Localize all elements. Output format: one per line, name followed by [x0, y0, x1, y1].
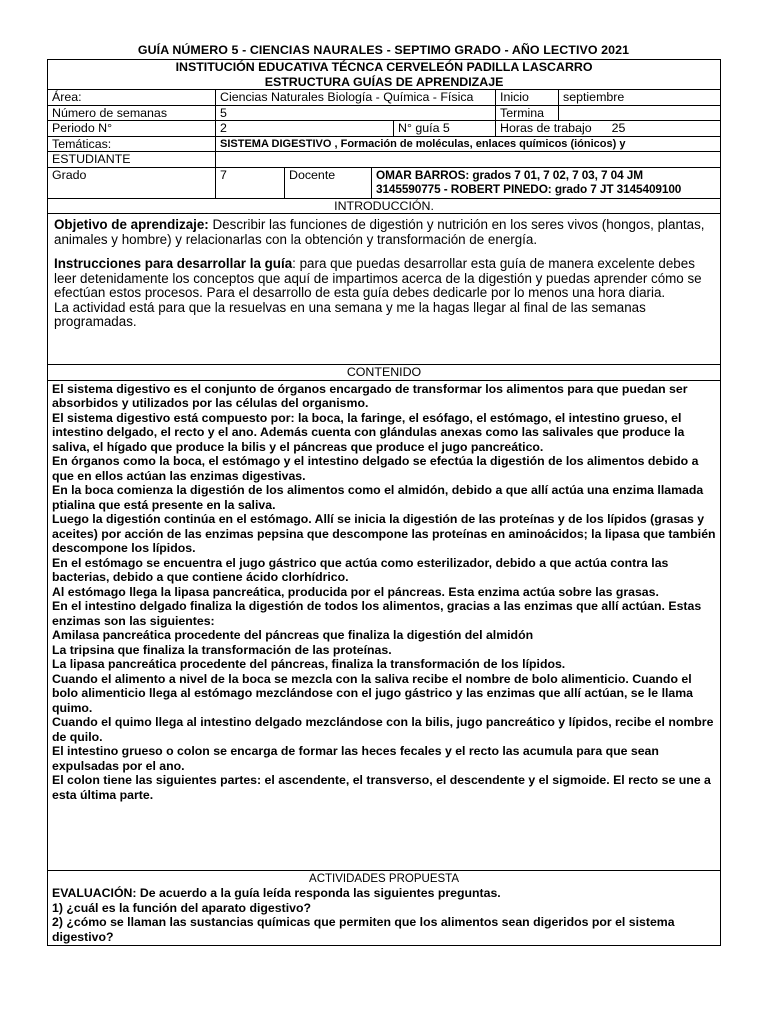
- estudiante-value: [216, 152, 721, 168]
- objetivo-paragraph: [54, 218, 714, 247]
- objetivo-text: Describir las funciones de digestión y nutrición en los seres vivos (hongos, plantas, animales y hombre) y relacionarlas con la obtención y transformación de energía.: [54, 217, 705, 247]
- evaluacion-text: EVALUACIÓN: De acuerdo a la guía leída responda las siguientes preguntas.: [52, 886, 501, 900]
- question-item: 2) ¿cómo se llaman las sustancias químicas que permiten que los alimentos sean digeridos por el sistema digestivo?: [52, 915, 675, 944]
- contenido-paragraph: Luego la digestión continúa en el estómago. Allí se inicia la digestión de las proteínas y de los lípidos (grasas y aceites) por acción de las enzimas pepsina que descompone las proteínas en aminoácidos; la lipasa que también descompone los lípidos.: [52, 512, 716, 555]
- semanas-label: Número de semanas: [48, 105, 216, 121]
- contenido-paragraph: El intestino grueso o colon se encarga de formar las heces fecales y el recto las acumula para que sean expulsadas por el ano.: [52, 744, 659, 773]
- contenido-paragraph: La tripsina que finaliza la transformación de las proteínas.: [52, 642, 392, 657]
- contenido-paragraph: La lipasa pancreática procedente del páncreas, finaliza la transformación de los lípidos.: [52, 657, 566, 671]
- inicio-label: Inicio: [496, 90, 559, 106]
- introduccion-body: [48, 214, 721, 365]
- semanas-value: 5: [216, 105, 496, 121]
- grado-label: Grado: [48, 167, 216, 198]
- contenido-paragraph: Cuando el alimento a nivel de la boca se mezcla con la saliva recibe el nombre de bolo alimenticio. Cuando el bolo alimenticio llega al estómago mezclándose con el jugo gástrico y las enzimas que allí actúan, se le llama quimo.: [52, 671, 694, 715]
- contenido-paragraph: En órganos como la boca, el estómago y el intestino delgado se efectúa la digestión de los alimentos debido a que en ellos actúan las enzimas digestivas.: [52, 454, 699, 483]
- contenido-paragraph: Al estómago llega la lipasa pancreática, producida por el páncreas. Esta enzima actúa sobre las grasas.: [52, 584, 659, 599]
- horas-trabajo: [496, 121, 721, 137]
- actividades-heading: ACTIVIDADES PROPUESTA: [309, 872, 460, 885]
- contenido-paragraph: En el intestino delgado finaliza la digestión de todos los alimentos, gracias a las enzimas que allí actúan. Estas enzimas son las siguientes:: [52, 599, 702, 628]
- contenido-paragraph: El colon tiene las siguientes partes: el ascendente, el transverso, el descendente y el sigmoide. El recto se une a esta última parte.: [52, 773, 711, 802]
- horas-label: Horas de trabajo: [500, 121, 592, 135]
- actividades-section: [48, 870, 721, 946]
- contenido-paragraph: El sistema digestivo es el conjunto de órganos encargado de transformar los alimentos para que puedan ser absorbidos y utilizados por las células del organismo.: [52, 381, 688, 410]
- institution-name: INSTITUCIÓN EDUCATIVA TÉCNCA CERVELEÓN PADILLA LASCARRO: [175, 60, 593, 74]
- area-value: Ciencias Naturales Biología - Química - Física: [216, 90, 496, 106]
- introduccion-heading: INTRODUCCIÓN.: [48, 198, 721, 214]
- docente-line-2: 3145590775 - ROBERT PINEDO: grado 7 JT 3145409100: [376, 182, 682, 196]
- instrucciones-paragraph: [54, 257, 714, 301]
- tematicas-value: SISTEMA DIGESTIVO , Formación de moléculas, enlaces químicos (iónicos) y: [216, 136, 721, 152]
- guide-table: [47, 59, 721, 946]
- contenido-paragraph: El sistema digestivo está compuesto por: la boca, la faringe, el esófago, el estómago, el intestino grueso, el intestino delgado, el recto y el ano. Además cuenta con glándulas anexas como las salivales que produce la saliva, el hígado que produce la bilis y el páncreas que produce el jugo pancreático.: [52, 410, 685, 454]
- termina-value: [559, 105, 721, 121]
- instrucciones-label: Instrucciones para desarrollar la guía: [54, 256, 293, 271]
- actividad-paragraph: La actividad está para que la resuelvas en una semana y me la hagas llegar al final de las semanas programadas.: [54, 299, 646, 329]
- area-label: Área:: [48, 90, 216, 106]
- guia-number: N° guía 5: [394, 121, 496, 137]
- document-title: GUÍA NÚMERO 5 - CIENCIAS NAURALES - SEPTIMO GRADO - AÑO LECTIVO 2021: [137, 43, 630, 57]
- contenido-paragraph: En el estómago se encuentra el jugo gástrico que actúa como esterilizador, debido a que actúa contra las bacterias, debido a que contiene ácido clorhídrico.: [52, 555, 669, 584]
- periodo-value: 2: [216, 121, 394, 137]
- docente-value: [372, 167, 721, 198]
- instrucciones-text: : para que puedas desarrollar esta guía de manera excelente debes leer detenidamente los conceptos que aquí de impartimos acerca de la digestión y puedas aprender cómo se efectúan estos procesos. Para el desarrollo de esta guía debes dedicarle por lo menos una hora diaria.: [54, 256, 702, 300]
- contenido-paragraph: Amilasa pancreática procedente del páncreas que finaliza la digestión del almidón: [52, 628, 534, 642]
- tematicas-label: Temáticas:: [48, 136, 216, 152]
- grado-value: 7: [216, 167, 285, 198]
- question-item: 1) ¿cuál es la función del aparato digestivo?: [52, 900, 311, 915]
- periodo-label: Periodo N°: [48, 121, 216, 137]
- termina-label: Termina: [496, 105, 559, 121]
- docente-label: Docente: [285, 167, 372, 198]
- structure-title: ESTRUCTURA GUÍAS DE APRENDIZAJE: [264, 74, 504, 89]
- contenido-heading: CONTENIDO: [48, 365, 721, 381]
- docente-line-1: OMAR BARROS: grados 7 01, 7 02, 7 03, 7 04 JM: [376, 167, 643, 182]
- estudiante-label: ESTUDIANTE: [48, 152, 216, 168]
- contenido-paragraph: Cuando el quimo llega al intestino delgado mezclándose con la bilis, jugo pancreático y lípidos, recibe el nombre de quilo.: [52, 715, 714, 744]
- horas-value: 25: [611, 121, 626, 135]
- contenido-paragraph: En la boca comienza la digestión de los alimentos como el almidón, debido a que allí actúa una enzima llamada ptialina que está presente en la saliva.: [52, 483, 704, 512]
- objetivo-label: Objetivo de aprendizaje:: [54, 217, 209, 232]
- contenido-body: [48, 380, 721, 870]
- inicio-value: septiembre: [559, 90, 721, 106]
- institution-header: [48, 60, 721, 90]
